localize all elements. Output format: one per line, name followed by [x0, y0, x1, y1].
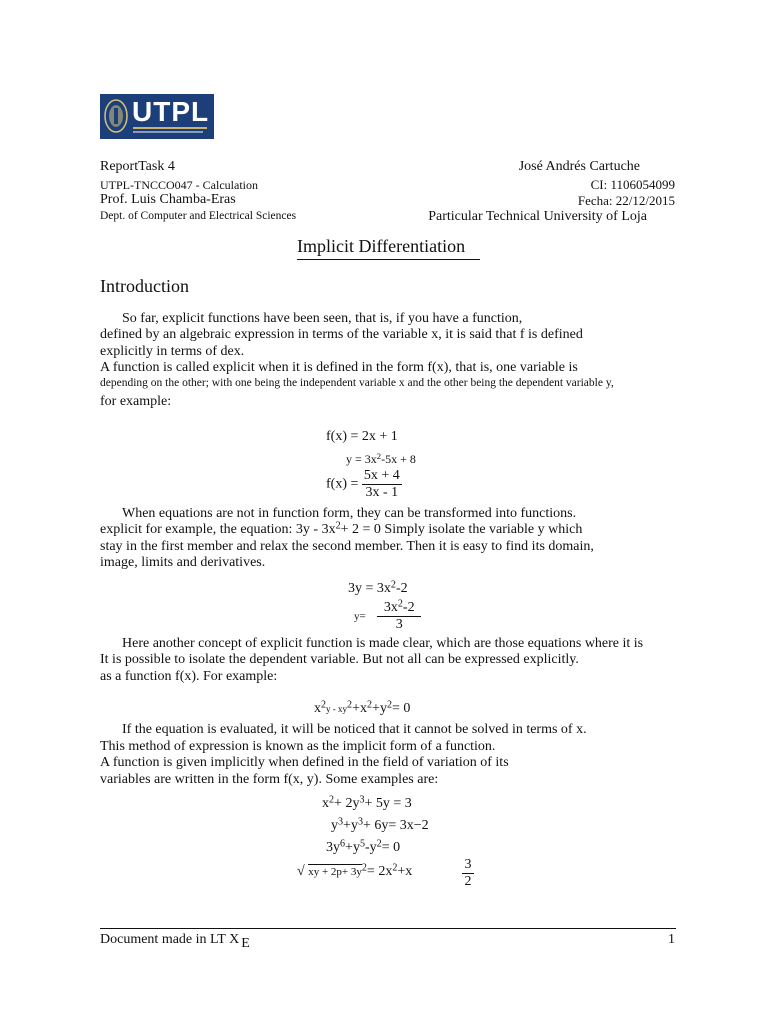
paragraph-line: Here another concept of explicit function is made clear, which are those equations where it is: [122, 636, 644, 651]
equation: $y = 3x^2-5x + 8$: [346, 451, 416, 466]
paragraph-line: defined by an algebraic expression in terms of the variable x, it is said that f is defined: [100, 327, 583, 342]
paragraph-line: A function is called explicit when it is defined in the form f(x), that is, one variable is: [100, 360, 578, 375]
section-heading: Introduction: [100, 276, 189, 296]
square-root-icon: √: [297, 864, 305, 879]
logo-text: UTPL: [132, 96, 210, 127]
equation: $y^3+y^3+ 6y= 3x-2$: [331, 816, 429, 833]
logo-tagline-bar-2: [133, 131, 203, 133]
paragraph-line: This method of expression is known as the implicit form of a function.: [100, 739, 496, 754]
header-department: Dept. of Computer and Electrical Sciences: [100, 210, 297, 222]
equation: f(x) = 2x + 1: [326, 429, 398, 444]
footer-credit: Document made in LT X E: [100, 932, 250, 951]
paragraph-line: for example:: [100, 394, 172, 409]
paragraph-line: image, limits and derivatives.: [100, 555, 266, 570]
logo-tagline-bar: [133, 127, 207, 129]
paragraph-line: depending on the other; with one being the independent variable x and the other being the dependent variable y,: [100, 377, 614, 389]
paragraph-line: When equations are not in function form, they can be transformed into functions.: [122, 506, 577, 521]
header-author: José Andrés Cartuche: [518, 159, 640, 174]
paragraph-line: If the equation is evaluated, it will be noticed that it cannot be solved in terms of x.: [122, 722, 587, 737]
header-date: Fecha: 22/12/2015: [577, 193, 675, 208]
equation: $3y = 3x^2-2$: [348, 579, 408, 596]
paragraph-line: It is possible to isolate the dependent variable. But not all can be expressed explicitly.: [100, 652, 579, 667]
paragraph-line: So far, explicit functions have been seen, that is, if you have a function,: [122, 311, 523, 326]
equation-fraction: y= $\frac{3x^2-2}{3}$: [354, 600, 421, 633]
paragraph-line: explicitly in terms of dex.: [100, 344, 245, 359]
header-professor: Prof. Luis Chamba-Eras: [100, 192, 236, 207]
page-number: 1: [668, 932, 675, 947]
paragraph-line: as a function f(x). For example:: [100, 669, 278, 684]
footer-rule: [100, 928, 676, 929]
equation: $x^2y - xy^2+x^2+y^2= 0$: [314, 699, 411, 716]
paragraph-line: explicit for example, the equation: $3y - 3x^2+ 2 = 0$ Simply isolate the variable y which: [100, 520, 583, 537]
utpl-logo: [100, 94, 214, 139]
document-title: Implicit Differentiation: [297, 236, 480, 260]
equation-fraction: $\frac{3}{2}$: [462, 857, 474, 890]
header-task: ReportTask 4: [100, 159, 175, 174]
paragraph-line: stay in the first member and relax the second member. Then it is easy to find its domain,: [100, 539, 594, 554]
university-seal-icon: [104, 98, 128, 134]
header-course: UTPL-TNCCO047 - Calculation: [100, 178, 258, 192]
paragraph-line: A function is given implicitly when defined in the field of variation of its: [100, 755, 509, 770]
equation: $x^2+ 2y^3+ 5y = 3$: [322, 794, 412, 811]
equation: √ xy + $2p+ 3y^2= 2x^2+x$: [297, 862, 413, 879]
paragraph-line: variables are written in the form f(x, y). Some examples are:: [100, 772, 439, 787]
equation: $3y^6+y^5-y^2= 0$: [326, 838, 401, 855]
equation-fraction: f(x) = $\frac{5x + 4}{3x - 1}$: [326, 468, 400, 500]
header-university: Particular Technical University of Loja: [428, 209, 647, 224]
header-ci: CI: 1106054099: [590, 177, 675, 192]
